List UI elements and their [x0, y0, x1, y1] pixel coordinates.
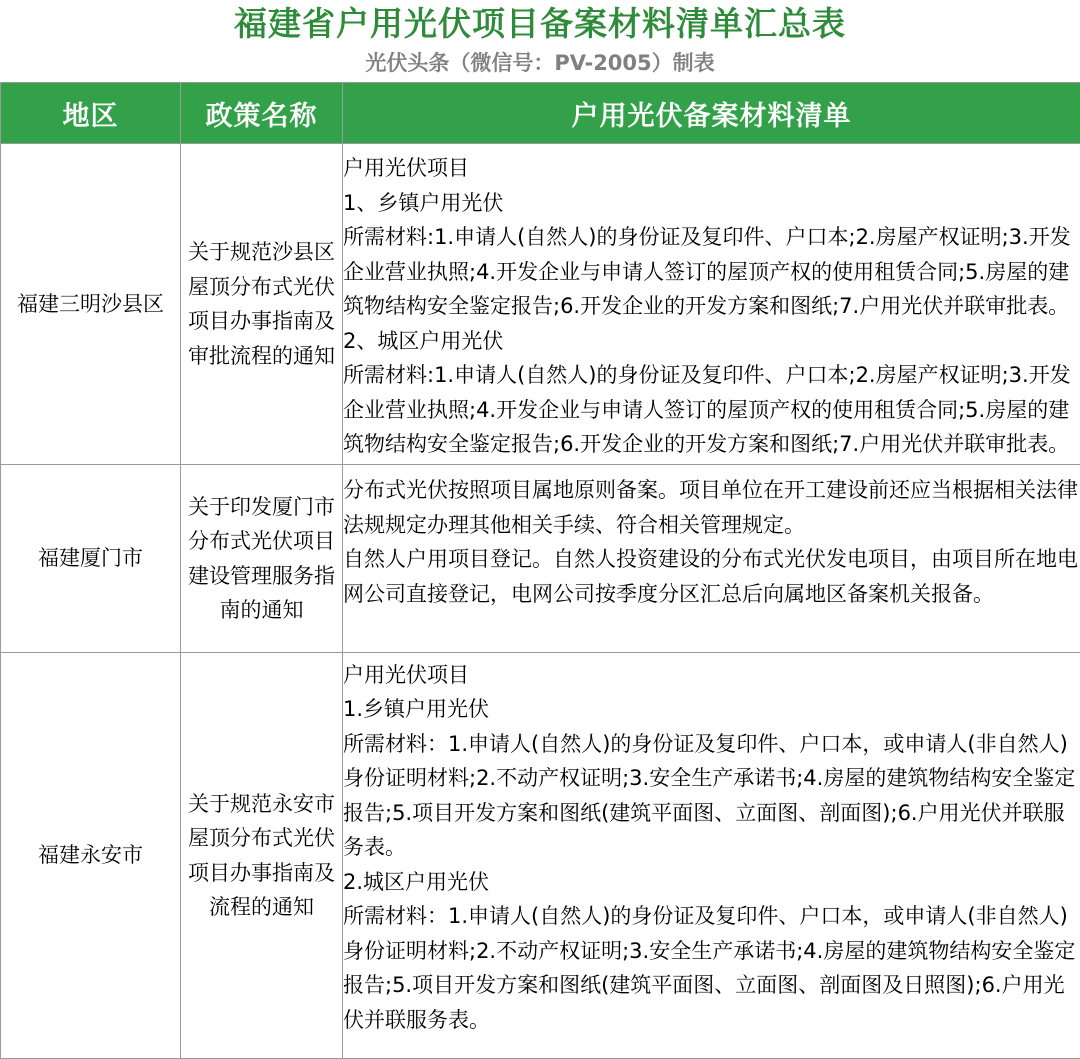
materials-line: 2、城区户用光伏 [343, 324, 1080, 359]
page-title: 福建省户用光伏项目备案材料清单汇总表 [0, 0, 1080, 46]
column-header-materials: 户用光伏备案材料清单 [343, 83, 1080, 144]
table-row [1, 465, 1080, 653]
materials-line: 户用光伏项目 [343, 658, 1080, 693]
materials-line: 1.乡镇户用光伏 [343, 692, 1080, 727]
materials-line: 户用光伏项目 [343, 151, 1080, 186]
column-header-region: 地区 [1, 83, 181, 144]
region-cell: 福建厦门市 [1, 465, 181, 653]
materials-line: 2.城区户用光伏 [343, 865, 1080, 900]
materials-line: 所需材料:1.申请人(自然人)的身份证及复印件、户口本;2.房屋产权证明;3.开发企业营业执照;4.开发企业与申请人签订的屋顶产权的使用租赁合同;5.房屋的建筑物结构安全鉴定报告;6.开发企业的开发方案和图纸;7.户用光伏并联审批表。 [343, 358, 1080, 461]
filing-materials-table [0, 82, 1080, 1059]
materials-line: 自然人户用项目登记。自然人投资建设的分布式光伏发电项目，由项目所在地电网公司直接登记，电网公司按季度分区汇总后向属地区备案机关报备。 [343, 542, 1080, 611]
column-header-policy: 政策名称 [181, 83, 343, 144]
policy-cell: 关于规范沙县区屋顶分布式光伏项目办事指南及审批流程的通知 [181, 144, 343, 465]
materials-cell [343, 465, 1080, 653]
materials-line: 1、乡镇户用光伏 [343, 186, 1080, 221]
policy-cell: 关于规范永安市屋顶分布式光伏项目办事指南及流程的通知 [181, 653, 343, 1059]
materials-line: 所需材料：1.申请人(自然人)的身份证及复印件、户口本，或申请人(非自然人)身份证明材料;2.不动产权证明;3.安全生产承诺书;4.房屋的建筑物结构安全鉴定报告;5.项目开发方案和图纸(建筑平面图、立面图、剖面图及日照图);6.户用光伏并联服务表。 [343, 899, 1080, 1037]
region-cell: 福建永安市 [1, 653, 181, 1059]
table-row [1, 144, 1080, 465]
table-header-row [1, 83, 1080, 144]
region-cell: 福建三明沙县区 [1, 144, 181, 465]
materials-line: 所需材料:1.申请人(自然人)的身份证及复印件、户口本;2.房屋产权证明;3.开发企业营业执照;4.开发企业与申请人签订的屋顶产权的使用租赁合同;5.房屋的建筑物结构安全鉴定报告;6.开发企业的开发方案和图纸;7.户用光伏并联审批表。 [343, 220, 1080, 324]
materials-line: 所需材料：1.申请人(自然人)的身份证及复印件、户口本，或申请人(非自然人)身份证明材料;2.不动产权证明;3.安全生产承诺书;4.房屋的建筑物结构安全鉴定报告;5.项目开发方案和图纸(建筑平面图、立面图、剖面图);6.户用光伏并联服务表。 [343, 727, 1080, 865]
materials-cell [343, 653, 1080, 1059]
policy-cell: 关于印发厦门市分布式光伏项目建设管理服务指南的通知 [181, 465, 343, 653]
materials-line: 分布式光伏按照项目属地原则备案。项目单位在开工建设前还应当根据相关法律法规规定办理其他相关手续、符合相关管理规定。 [343, 473, 1080, 542]
table-row [1, 653, 1080, 1059]
page-subtitle: 光伏头条（微信号：PV-2005）制表 [0, 46, 1080, 80]
materials-cell [343, 144, 1080, 465]
